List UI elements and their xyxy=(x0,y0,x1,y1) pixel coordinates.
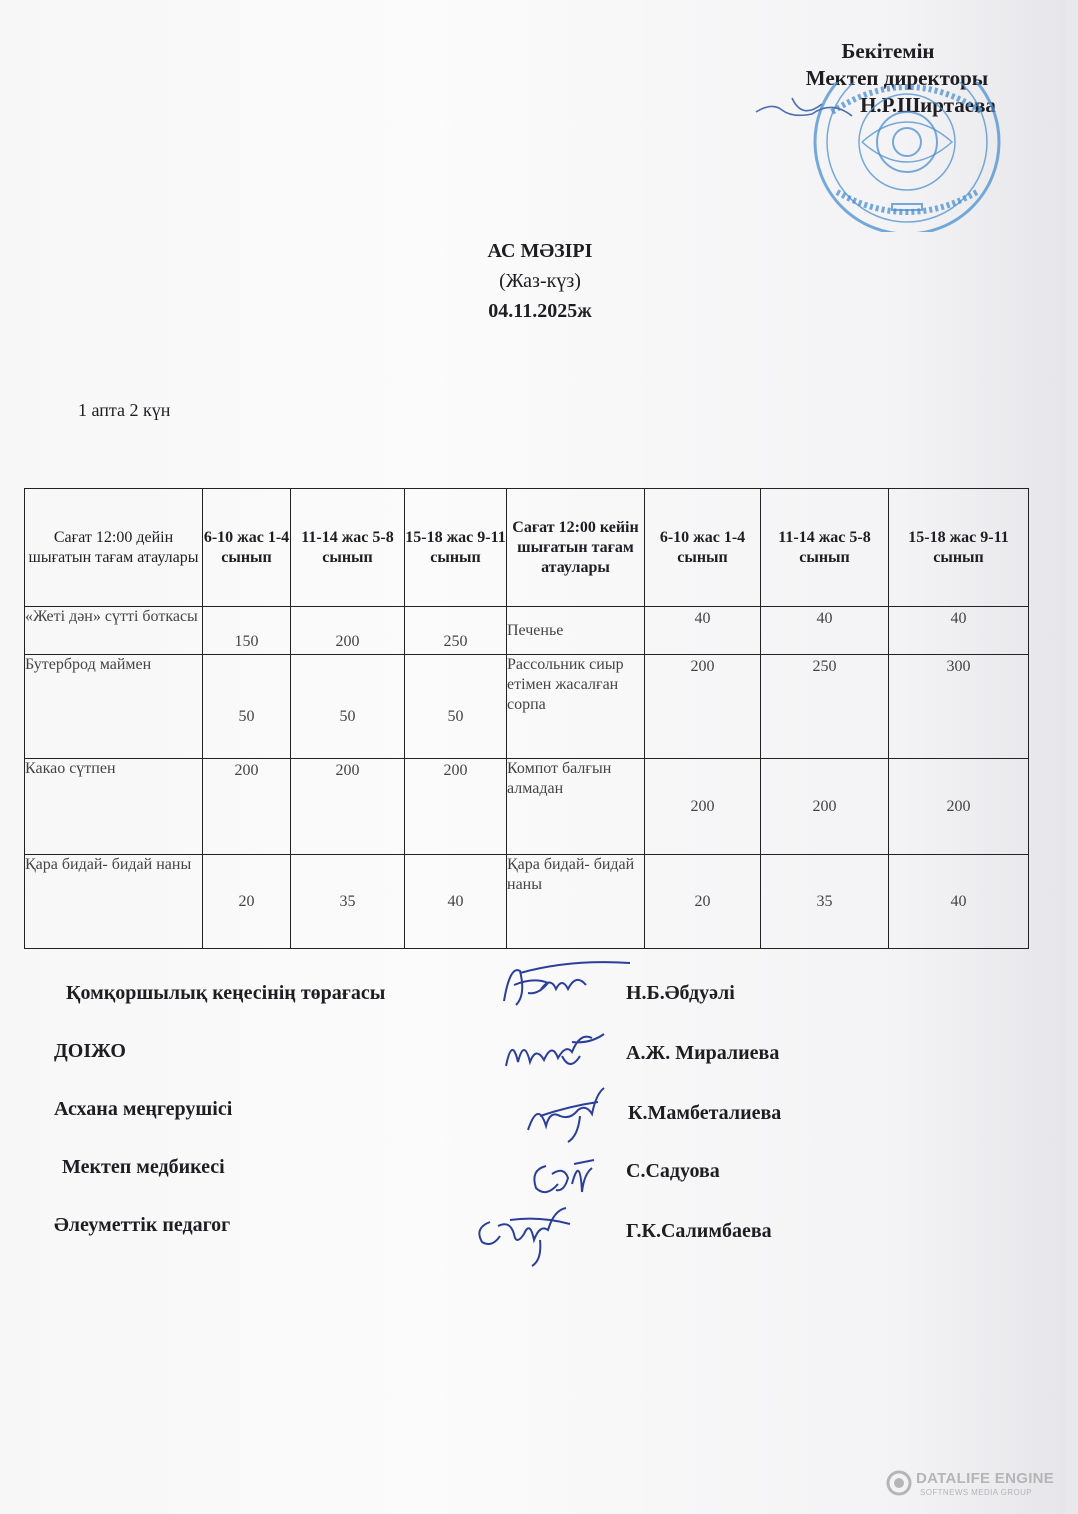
table-row xyxy=(25,759,1029,855)
signatory-role: Мектеп медбикесі xyxy=(62,1156,225,1178)
signatory-name: К.Мамбеталиева xyxy=(628,1102,782,1124)
portion: 250 xyxy=(405,607,507,655)
signatory-name: Г.К.Салимбаева xyxy=(626,1220,772,1242)
portion: 200 xyxy=(291,607,405,655)
food-after: Компот балғын алмадан xyxy=(507,759,645,855)
signatory-role: Асхана меңгерушісі xyxy=(54,1098,233,1120)
portion: 35 xyxy=(761,855,889,949)
food-after: Печенье xyxy=(507,607,645,655)
menu-season: (Жаз-күз) xyxy=(499,270,581,292)
header-age-6-10-after: 6-10 жас 1-4 сынып xyxy=(645,489,761,607)
approval-line-3: Н.Р.Ширтаева xyxy=(860,93,996,117)
portion: 40 xyxy=(761,607,889,655)
signature-abdueli xyxy=(490,955,640,1015)
signature-salimbaeva xyxy=(470,1200,580,1270)
portion: 35 xyxy=(291,855,405,949)
table-row xyxy=(25,855,1029,949)
watermark-subtitle: SOFTNEWS MEDIA GROUP xyxy=(920,1488,1033,1497)
portion: 50 xyxy=(291,655,405,759)
portion: 200 xyxy=(645,655,761,759)
food-before: Қара бидай- бидай наны xyxy=(25,855,203,949)
food-before: «Жеті дән» сүтті боткасы xyxy=(25,607,203,655)
menu-title: АС МӘЗІРІ xyxy=(487,240,593,262)
approval-line-2: Мектеп директоры xyxy=(805,66,989,90)
header-age-11-14: 11-14 жас 5-8 сынып xyxy=(291,489,405,607)
watermark-title: DATALIFE ENGINE xyxy=(916,1470,1055,1487)
header-after-noon: Сағат 12:00 кейін шығатын тағам атаулары xyxy=(507,489,645,607)
datalife-logo-icon xyxy=(886,1470,912,1496)
header-age-15-18-after: 15-18 жас 9-11 сынып xyxy=(889,489,1029,607)
menu-table xyxy=(24,488,1029,949)
approval-line-1: Бекітемін xyxy=(841,39,935,63)
signatory-role: ДОІЖО xyxy=(54,1040,126,1062)
table-row xyxy=(25,607,1029,655)
signature-saduova xyxy=(524,1144,604,1204)
table-row xyxy=(25,655,1029,759)
signatory-role: Қомқоршылық кеңесінің төрағасы xyxy=(66,982,386,1004)
portion: 200 xyxy=(761,759,889,855)
portion: 20 xyxy=(645,855,761,949)
datalife-engine-watermark xyxy=(886,1468,1066,1504)
portion: 200 xyxy=(405,759,507,855)
signature-miralieva xyxy=(500,1022,610,1082)
menu-date: 04.11.2025ж xyxy=(488,300,592,322)
header-age-11-14-after: 11-14 жас 5-8 сынып xyxy=(761,489,889,607)
menu-title-block xyxy=(380,236,700,326)
table-header-row xyxy=(25,489,1029,607)
portion: 50 xyxy=(203,655,291,759)
portion: 40 xyxy=(889,855,1029,949)
portion: 300 xyxy=(889,655,1029,759)
signatory-name: С.Садуова xyxy=(626,1160,720,1182)
portion: 40 xyxy=(645,607,761,655)
header-before-noon: Сағат 12:00 дейін шығатын тағам атаулары xyxy=(25,489,203,607)
header-age-15-18: 15-18 жас 9-11 сынып xyxy=(405,489,507,607)
portion: 50 xyxy=(405,655,507,759)
portion: 200 xyxy=(645,759,761,855)
portion: 40 xyxy=(889,607,1029,655)
week-day-label: 1 апта 2 күн xyxy=(78,400,171,420)
portion: 150 xyxy=(203,607,291,655)
portion: 40 xyxy=(405,855,507,949)
food-after: Рассольник сиыр етімен жасалған сорпа xyxy=(507,655,645,759)
director-signature xyxy=(752,90,872,130)
food-before: Бутерброд маймен xyxy=(25,655,203,759)
portion: 250 xyxy=(761,655,889,759)
signatory-name: А.Ж. Миралиева xyxy=(626,1042,780,1064)
signatory-role: Әлеуметтік педагог xyxy=(54,1214,231,1236)
header-age-6-10: 6-10 жас 1-4 сынып xyxy=(203,489,291,607)
portion: 200 xyxy=(889,759,1029,855)
signatory-name: Н.Б.Әбдуәлі xyxy=(626,982,735,1004)
food-after: Қара бидай- бидай наны xyxy=(507,855,645,949)
signature-mambetalieva xyxy=(520,1080,620,1150)
portion: 200 xyxy=(203,759,291,855)
portion: 20 xyxy=(203,855,291,949)
food-before: Какао сүтпен xyxy=(25,759,203,855)
portion: 200 xyxy=(291,759,405,855)
